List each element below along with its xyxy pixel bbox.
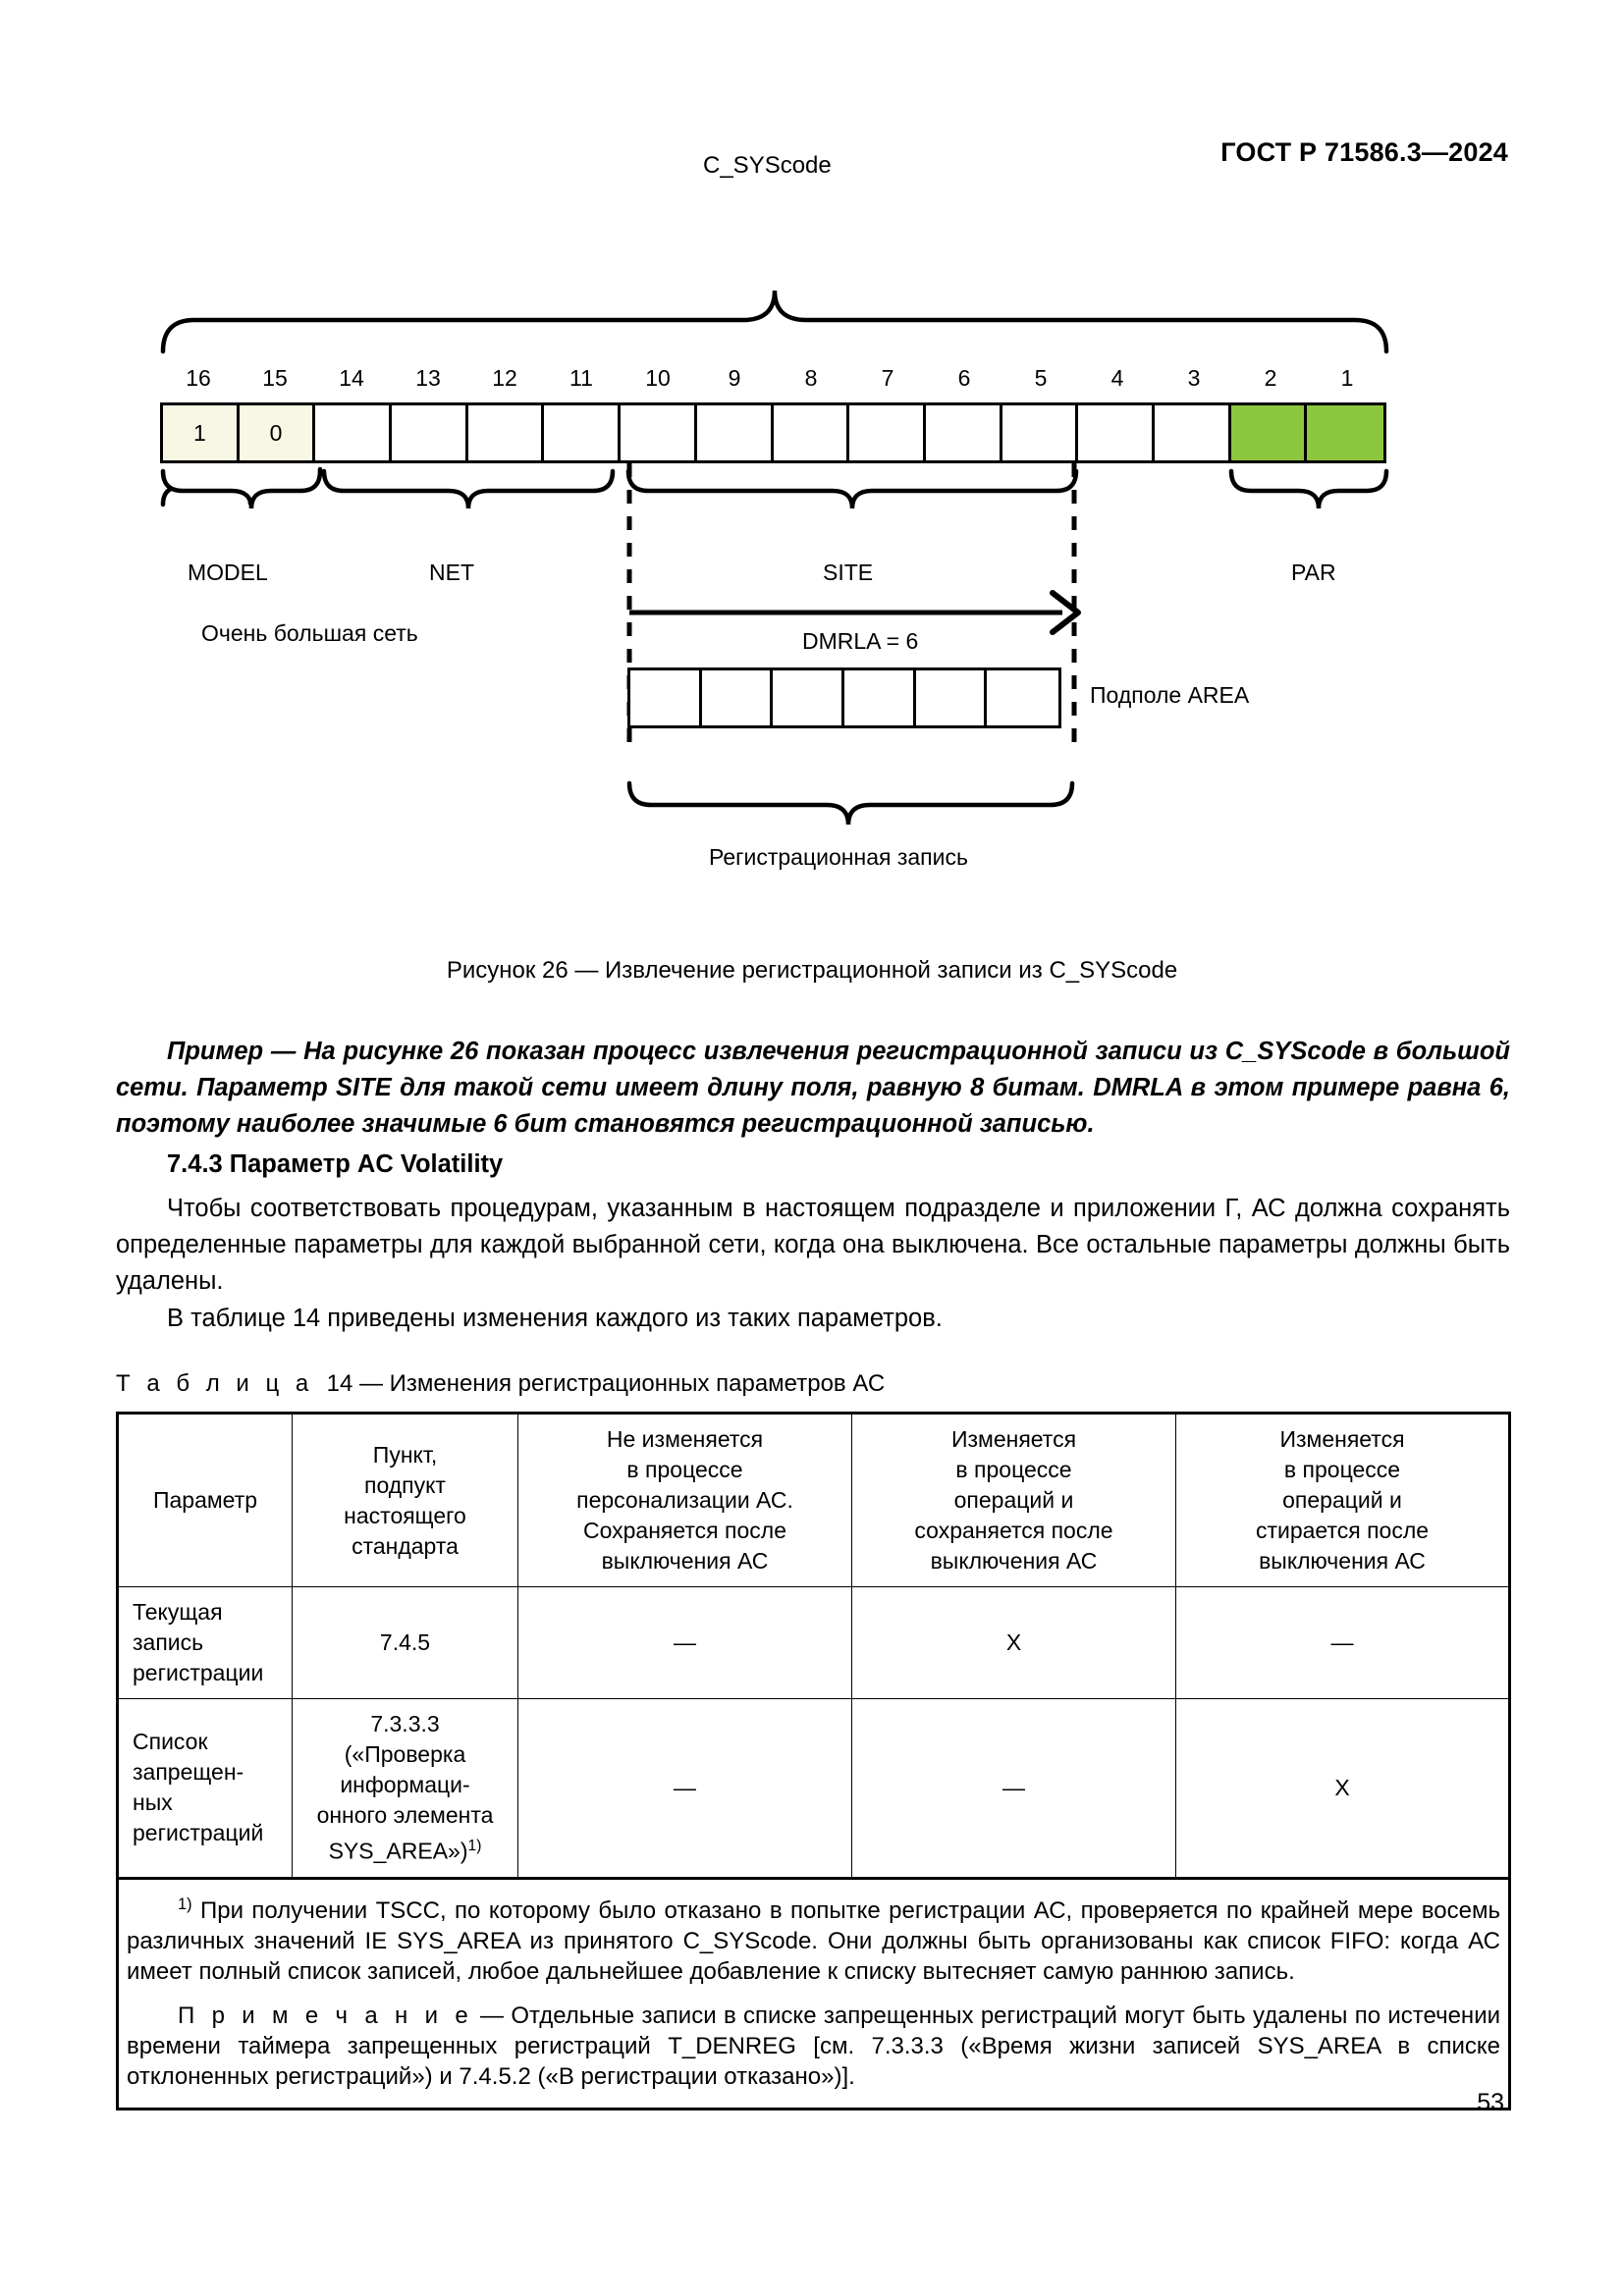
bit-cell-7 (849, 405, 926, 460)
cell-line: 7.4.5 (379, 1629, 431, 1655)
header-line: выключения АС (601, 1548, 769, 1574)
cell-line: регистрации (133, 1660, 264, 1685)
header-line: стандарта (352, 1532, 459, 1559)
table-footnote-block (118, 1878, 1510, 2109)
bit-number: 6 (957, 365, 971, 391)
header-line: Не изменяется (606, 1426, 764, 1452)
bit-cell-1 (1307, 405, 1383, 460)
row-not-changed-mark: — (518, 1587, 852, 1699)
row-clause-reference (293, 1587, 518, 1699)
area-cell (702, 670, 774, 725)
field-label-par: PAR (1291, 560, 1336, 585)
syscode-bit-row (160, 402, 1386, 463)
field-label-net: NET (429, 560, 474, 585)
header-line: в процессе (1283, 1457, 1401, 1482)
header-line: сохраняется после (914, 1518, 1113, 1543)
note-text: — Отдельные записи в списке запрещенных регистраций могут быть удалены по истечении времени таймера запрещенных регистраций T_DENREG [см. 7.3.3.3 («Время жизни записей SYS_AREA в списке отклоненных регистраций») и 7.4.5.2 («В регистрации отказано»)]. (127, 2002, 1501, 2090)
area-cell (987, 670, 1058, 725)
header-line: операций и (1282, 1487, 1402, 1513)
example-paragraph: Пример — На рисунке 26 показан процесс извлечения регистрационной записи из C_SYScode в большой сети. Параметр SITE для такой сети имеет длину поля, равную 8 битам. DMRLA в этом примере равна 6, поэтому наиболее значимые 6 бит становятся регистрационной записью. (116, 1038, 1510, 1138)
cell-line: 7.3.3.3 (370, 1711, 440, 1736)
figure-top-brace-label: C_SYScode (703, 152, 832, 179)
body-paragraph-1: Чтобы соответствовать процедурам, указанным в настоящем подразделе и приложении Г, АС должна сохранять определенные параметры для каждой выбранной сети, когда она выключена. Все остальные параметры должны быть удалены. (116, 1195, 1510, 1295)
cell-line: онного элемента (316, 1802, 494, 1828)
table-title-prefix: Т а б л и ц а (116, 1370, 314, 1397)
header-line: в процессе (626, 1457, 743, 1482)
table-title-rest: 14 — Изменения регистрационных параметров АС (326, 1370, 886, 1397)
field-label-site: SITE (823, 560, 874, 585)
table-14-ac-registration-parameters (116, 1412, 1511, 2110)
table-header-row (118, 1414, 1510, 1587)
row-parameter-name (118, 1699, 293, 1879)
area-cell (630, 670, 702, 725)
header-line: Изменяется (1279, 1426, 1405, 1452)
cell-line: Список запрещен- (133, 1729, 244, 1786)
bit-number: 7 (881, 365, 894, 391)
bit-number: 5 (1034, 365, 1048, 391)
row-clause-reference (293, 1699, 518, 1879)
bit-number: 14 (339, 365, 364, 391)
bit-cell-6 (926, 405, 1002, 460)
footnote-ref: 1) (467, 1838, 482, 1854)
header-line: операций и (953, 1487, 1074, 1513)
cell-line: («Проверка информаци- (340, 1741, 470, 1797)
bit-cell-16: 1 (163, 405, 240, 460)
row-changed-erased-mark: X (1176, 1699, 1510, 1879)
bit-cell-4 (1078, 405, 1155, 460)
bit-number: 9 (728, 365, 741, 391)
header-line: подпукт настоящего (344, 1471, 466, 1528)
bit-number: 4 (1110, 365, 1124, 391)
network-size-note: Очень большая сеть (201, 620, 418, 646)
bit-cell-9 (697, 405, 774, 460)
bit-cell-12 (468, 405, 545, 460)
bit-cell-8 (774, 405, 850, 460)
bit-number: 3 (1187, 365, 1201, 391)
dmrla-label: DMRLA = 6 (802, 628, 919, 654)
figure-caption: Рисунок 26 — Извлечение регистрационной записи из C_SYScode (446, 957, 1178, 984)
header-line: персонализации АС. (576, 1487, 793, 1513)
bit-number: 1 (1340, 365, 1354, 391)
bit-cell-13 (392, 405, 468, 460)
note-label: П р и м е ч а н и е (178, 2002, 473, 2029)
cell-line: ных регистраций (133, 1789, 264, 1846)
registration-record-label: Регистрационная запись (709, 844, 968, 870)
bit-number: 11 (569, 365, 593, 391)
row-changed-erased-mark: — (1176, 1587, 1510, 1699)
document-standard-header: ГОСТ Р 71586.3—2024 (1220, 137, 1508, 167)
area-cell (844, 670, 916, 725)
bit-number: 12 (492, 365, 517, 391)
bit-number: 16 (186, 365, 211, 391)
area-cell (773, 670, 844, 725)
header-line: Изменяется (950, 1426, 1077, 1452)
bit-number: 13 (415, 365, 441, 391)
row-parameter-name (118, 1587, 293, 1699)
bit-cell-15: 0 (240, 405, 316, 460)
table-row (118, 1699, 1510, 1879)
table-notes-row (118, 1878, 1510, 2109)
bit-cell-14 (315, 405, 392, 460)
area-subfield-label: Подполе AREA (1090, 682, 1250, 708)
cell-line: Текущая запись (133, 1599, 223, 1655)
bit-number: 2 (1264, 365, 1277, 391)
bit-cell-10 (621, 405, 697, 460)
header-line: выключения АС (1259, 1548, 1426, 1574)
table-note (127, 2001, 1500, 2092)
header-line: в процессе (955, 1457, 1072, 1482)
field-label-model: MODEL (188, 560, 268, 585)
row-changed-retained-mark: X (852, 1587, 1176, 1699)
cell-line-text: SYS_AREA») (328, 1838, 468, 1864)
bit-cell-11 (544, 405, 621, 460)
table-header-changed-erased (1176, 1414, 1510, 1587)
table-row (118, 1587, 1510, 1699)
bit-number: 8 (804, 365, 818, 391)
section-heading-7-4-3: 7.4.3 Параметр AC Volatility (167, 1150, 504, 1178)
area-subfield-row (627, 667, 1061, 728)
header-line: Сохраняется после (583, 1518, 786, 1543)
header-line: выключения АС (930, 1548, 1098, 1574)
table-header-changed-retained (852, 1414, 1176, 1587)
cell-line-with-footnote (300, 1831, 510, 1867)
table-14-title (116, 1370, 885, 1398)
bit-cell-2 (1231, 405, 1308, 460)
area-cell (916, 670, 988, 725)
footnote-marker: 1) (178, 1895, 192, 1913)
bit-number: 15 (262, 365, 288, 391)
header-line: стирается после (1255, 1518, 1430, 1543)
page-number: 53 (1477, 2089, 1504, 2116)
bit-number-row (160, 365, 1386, 392)
bit-cell-5 (1002, 405, 1079, 460)
bit-number: 10 (645, 365, 671, 391)
header-line: Пункт, (372, 1441, 438, 1468)
table-header-not-changed (518, 1414, 852, 1587)
table-footnote (127, 1890, 1500, 1987)
body-paragraph-2: В таблице 14 приведены изменения каждого из таких параметров. (167, 1305, 943, 1332)
table-header-clause (293, 1414, 518, 1587)
table-header-parameter (118, 1414, 293, 1587)
bit-cell-3 (1155, 405, 1231, 460)
row-not-changed-mark: — (518, 1699, 852, 1879)
header-line: Параметр (152, 1487, 258, 1513)
footnote-text: При получении TSCC, по которому было отказано в попытке регистрации АС, проверяется по крайней мере восемь различных значений IE SYS_AREA из принятого C_SYScode. Они должны быть организованы как список FIFO: когда АС имеет полный список записей, любое дальнейшее добавление к списку вытесняет самую раннюю запись. (127, 1896, 1500, 1985)
row-changed-retained-mark: — (852, 1699, 1176, 1879)
